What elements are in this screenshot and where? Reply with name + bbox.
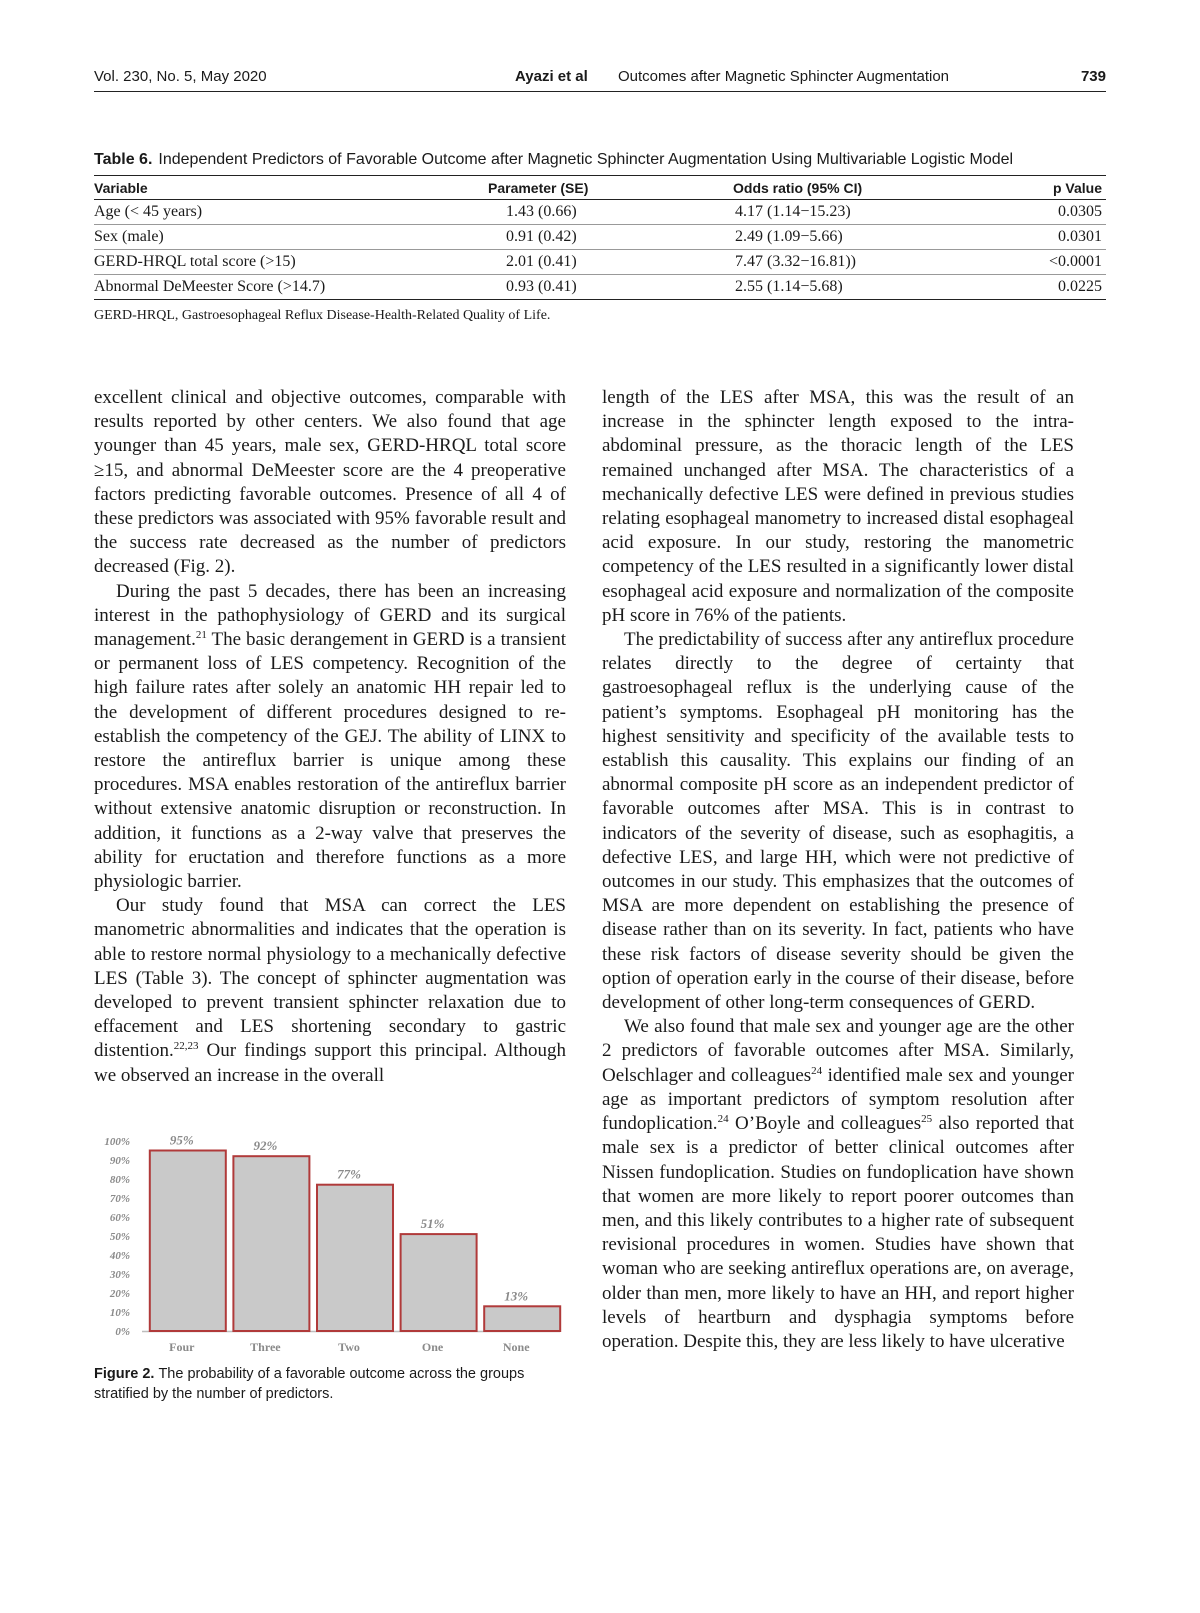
y-tick-label: 0% [115,1326,130,1338]
x-tick-label: Two [338,1340,360,1354]
paragraph-text: Our findings support this principal. Although we observed an increase in the overall [94,1040,566,1086]
paragraph-text: Our study found that MSA can correct the LES manometric abnormalities and indicates that the operation is able to restore normal physiology to a mechanically defective LES (Table 3). The concept of sphincter augmentation was developed to prevent transient sphincter relaxation due to effacement and LES shortening secondary to gastric distention. [94,895,566,1062]
body-column-right [602,386,1074,1354]
table-cell: 2.01 (0.41) [488,250,733,275]
paragraph-text: also reported that male sex is a predictor of better clinical outcomes after Nissen fundoplication. Studies on fundoplication have shown that women are more likely to report poorer outcomes than men, and this likely contributes to a higher rate of subsequent revisional procedures in women. Studies have shown that woman who are seeking antireflux operations are, on average, older than men, more likely to have an HH, and report higher levels of heartburn and dysphagia symptoms before operation. Despite this, they are less likely to have ulcerative [602,1113,1074,1352]
bar [317,1185,393,1331]
bar [233,1156,309,1331]
table-cell: 0.93 (0.41) [488,275,733,300]
paragraph [602,1015,1074,1354]
bar [484,1306,560,1331]
table-row [94,250,1106,275]
y-tick-label: 100% [104,1136,130,1148]
table-cell: <0.0001 [993,250,1106,275]
table-cell: 7.47 (3.32−16.81)) [733,250,993,275]
paragraph-text: During the past 5 decades, there has been an increasing interest in the pathophysiology of GERD and its surgical management. [94,580,566,651]
column-header-p-value: p Value [993,176,1106,200]
y-tick-label: 90% [109,1155,130,1167]
x-tick-label: Three [250,1340,281,1354]
table-cell: 1.43 (0.66) [488,200,733,225]
table-cell: 0.0305 [993,200,1106,225]
reference-citation[interactable]: 24 [811,1064,823,1077]
data-label: 92% [253,1138,278,1154]
reference-citation[interactable]: 24 [717,1113,729,1126]
reference-citation[interactable]: 21 [195,629,207,642]
table-cell: Sex (male) [94,225,488,250]
table-caption [94,150,1106,170]
x-tick-label: None [502,1340,530,1354]
figure-label: Figure 2. [94,1366,155,1382]
reference-citation[interactable]: 22,23 [173,1040,199,1053]
y-tick-label: 50% [109,1231,130,1243]
table-row [94,200,1106,225]
paragraph: length of the LES after MSA, this was the result of an increase in the sphincter length exposed to the intra-abdominal pressure, as the thoracic length of the LES remained unchanged after MSA. The characteristics of a mechanically defective LES were defined in previous studies relating esophageal manometry to increased distal esophageal acid exposure. In our study, restoring the manometric competency of the LES resulted in a significantly lower distal esophageal acid exposure and normalization of the composite pH score in 76% of the patients. [602,387,1074,626]
reference-citation[interactable]: 25 [921,1113,933,1126]
table-caption-text: Independent Predictors of Favorable Outcome after Magnetic Sphincter Augmentation Using Multivariable Logistic Model [158,151,1014,168]
body-column-left [94,386,566,1088]
paragraph-text: O’Boyle and colleagues [728,1113,922,1135]
table-cell: Age (< 45 years) [94,200,488,225]
y-tick-label: 20% [109,1288,130,1300]
y-tick-label: 80% [109,1174,130,1186]
bar [150,1151,226,1332]
y-tick-label: 60% [109,1212,130,1224]
data-label: 95% [169,1132,194,1148]
page-number: 739 [1080,68,1106,85]
figure-2 [94,1128,566,1402]
table-cell: 2.55 (1.14−5.68) [733,275,993,300]
table-label: Table 6. [94,151,153,168]
table-cell: 0.0301 [993,225,1106,250]
y-tick-label: 70% [109,1193,130,1205]
running-authors: Ayazi et al [515,68,588,85]
table-row [94,225,1106,250]
paragraph-text: identified male sex and younger age as important predictors of symptom resolution after fundoplication. [602,1064,1074,1135]
column-header-odds-ratio: Odds ratio (95% CI) [733,176,993,200]
table-cell: 4.17 (1.14−15.23) [733,200,993,225]
y-tick-label: 30% [109,1269,130,1281]
bar-chart [94,1128,566,1360]
x-tick-label: One [421,1340,444,1354]
paragraph: The predictability of success after any antireflux procedure relates directly to the degree of certainty that gastroesophageal reflux is the underlying cause of the patient’s symptoms. Esophageal pH monitoring has the highest sensitivity and specificity of the available tests to establish this causality. This explains our finding of an abnormal composite pH score as an independent predictor of favorable outcomes after MSA. This is in contrast to indicators of the severity of disease, such as esophagitis, a defective LES, and large HH, which were not predictive of outcomes in our study. This emphasizes that the outcomes of MSA are more dependent on establishing the presence of disease rather than on its severity. In fact, patients who have these risk factors of disease severity should be given the option of operation early in the course of their disease, before development of other long-term consequences of GERD. [602,629,1074,1014]
running-header [94,66,1106,92]
data-label: 13% [504,1288,529,1304]
paragraph-text: The basic derangement in GERD is a transient or permanent loss of LES competency. Recognition of the high failure rates after solely an anatomic HH repair led to the development of different procedures designed to re-establish the competency of the GEJ. The ability of LINX to restore the antireflux barrier is unique among these procedures. MSA enables restoration of the antireflux barrier without extensive anatomic disruption or reconstruction. In addition, it functions as a 2-way valve that preserves the ability for eructation and therefore functions as a more physiologic barrier. [94,629,566,893]
table-cell: 0.91 (0.42) [488,225,733,250]
y-tick-label: 40% [109,1250,130,1262]
bar [401,1234,477,1331]
y-tick-label: 10% [109,1307,130,1319]
table-cell: 2.49 (1.09−5.66) [733,225,993,250]
paragraph [94,580,566,895]
x-tick-label: Four [169,1340,195,1354]
table-row [94,275,1106,300]
column-header-variable: Variable [94,176,488,200]
predictors-table [94,175,1106,300]
data-label: 51% [420,1216,445,1232]
table-header-row [94,176,1106,200]
data-label: 77% [337,1166,361,1182]
paragraph [94,894,566,1088]
table-cell: Abnormal DeMeester Score (>14.7) [94,275,488,300]
journal-volume: Vol. 230, No. 5, May 2020 [94,68,267,85]
table-footnote: GERD-HRQL, Gastroesophageal Reflux Disease-Health-Related Quality of Life. [94,308,551,323]
paragraph: excellent clinical and objective outcomes, comparable with results reported by other centers. We also found that age younger than 45 years, male sex, GERD-HRQL total score ≥15, and abnormal DeMeester score are the 4 preoperative factors predicting favorable outcomes. Presence of all 4 of these predictors was associated with 95% favorable result and the success rate decreased as the number of predictors decreased (Fig. 2). [94,387,566,578]
table-cell: 0.0225 [993,275,1106,300]
running-title: Outcomes after Magnetic Sphincter Augmentation [618,68,950,85]
paragraph-text: We also found that male sex and younger age are the other 2 predictors of favorable outcomes after MSA. Similarly, Oelschlager and colleagues [602,1016,1074,1086]
figure-caption-text: The probability of a favorable outcome across the groups stratified by the number of predictors. [94,1366,525,1402]
figure-caption [94,1364,566,1404]
table-6 [94,150,1106,324]
table-cell: GERD-HRQL total score (>15) [94,250,488,275]
column-header-parameter: Parameter (SE) [488,176,733,200]
